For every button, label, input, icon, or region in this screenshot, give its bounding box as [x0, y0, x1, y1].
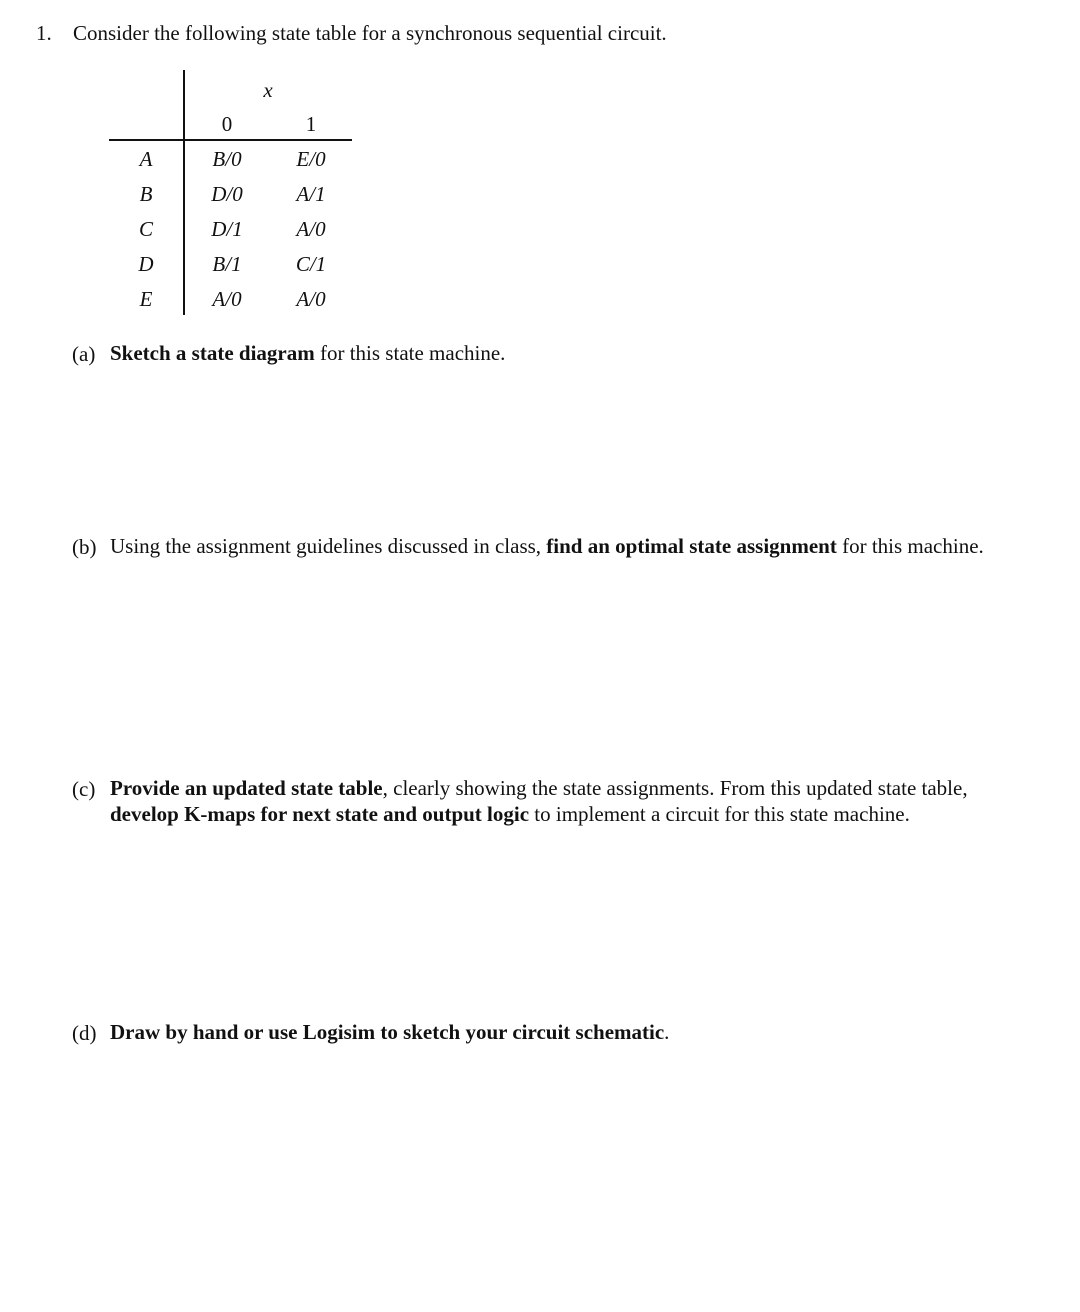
part-c-middle: , clearly showing the state assignments. From this updated state table,: [382, 776, 968, 800]
table-vertical-rule: [183, 70, 185, 315]
part-c-emphasis-1: Provide an updated state table: [110, 776, 383, 800]
part-c-text: [110, 775, 1060, 827]
part-b-label: (b): [72, 535, 97, 559]
part-a-text: [110, 340, 1060, 366]
state-label: A: [139, 147, 153, 171]
part-d-emphasis: Draw by hand or use Logisim to sketch your circuit schematic: [110, 1020, 665, 1044]
part-b-text: [110, 533, 1060, 559]
part-b-intro: Using the assignment guidelines discussed in class,: [110, 534, 547, 558]
input-variable-label: x: [263, 78, 273, 102]
table-horizontal-rule: [109, 139, 352, 141]
next-state-x1: E/0: [296, 147, 326, 171]
part-d-label: (d): [72, 1021, 97, 1045]
next-state-x0: A/0: [212, 287, 242, 311]
next-state-x0: D/0: [211, 182, 243, 206]
state-label: D: [138, 252, 154, 276]
next-state-x1: A/0: [296, 287, 326, 311]
part-a-rest: for this state machine.: [314, 341, 506, 365]
part-a-emphasis: Sketch a state diagram: [110, 341, 315, 365]
column-header-1: 1: [305, 112, 317, 136]
next-state-x1: C/1: [295, 252, 327, 276]
part-c-label: (c): [72, 777, 96, 801]
part-a-label: (a): [72, 342, 96, 366]
next-state-x1: A/0: [296, 217, 326, 241]
state-label: C: [138, 217, 154, 241]
part-c-emphasis-2: develop K-maps for next state and output logic: [110, 802, 530, 826]
next-state-x0: B/1: [212, 252, 242, 276]
state-label: B: [139, 182, 153, 206]
column-header-0: 0: [221, 112, 233, 136]
part-c-rest: to implement a circuit for this state machine.: [529, 802, 910, 826]
question-number: 1.: [36, 21, 52, 45]
part-d-rest: .: [664, 1020, 670, 1044]
part-d-text: [110, 1019, 1060, 1045]
next-state-x1: A/1: [296, 182, 326, 206]
state-label: E: [139, 287, 153, 311]
part-b-rest: for this machine.: [836, 534, 984, 558]
part-b-emphasis: find an optimal state assignment: [546, 534, 837, 558]
next-state-x0: D/1: [211, 217, 243, 241]
question-text: Consider the following state table for a synchronous sequential circuit.: [73, 21, 667, 45]
next-state-x0: B/0: [212, 147, 242, 171]
